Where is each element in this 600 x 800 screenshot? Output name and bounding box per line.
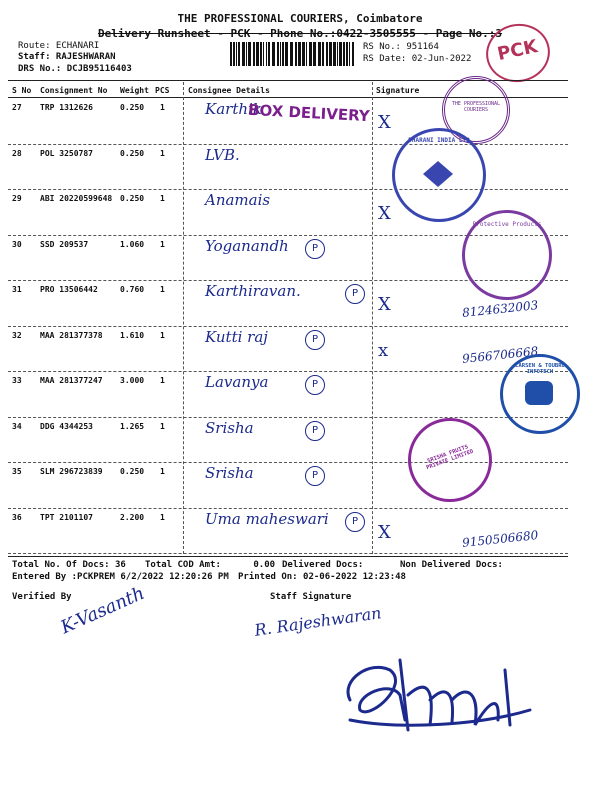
barcode-bar (238, 42, 240, 66)
row-pcs: 1 (160, 376, 165, 385)
row-consignment: TPT 2101107 (40, 512, 93, 522)
row-weight: 1.265 (120, 421, 145, 431)
staff: Staff: RAJESHWARAN (18, 52, 116, 62)
col-signature: Signature (376, 86, 420, 95)
row-consignee: Uma maheswari (205, 509, 329, 528)
non-delivered-docs: Non Delivered Docs: (400, 560, 503, 570)
row-sno: 36 (12, 512, 22, 522)
row-weight: 0.250 (120, 103, 145, 112)
barcode-bar (256, 42, 259, 66)
row-consignee: Karthik (205, 100, 262, 118)
total-cod: Total COD Amt: 0.00 (145, 560, 276, 570)
pck-stamp-text: PCK (495, 36, 540, 66)
row-pcs: 1 (160, 148, 165, 158)
row-weight: 2.200 (120, 512, 145, 522)
row-consignment: TRP 1312626 (40, 103, 93, 112)
p-mark-icon: P (305, 239, 325, 259)
barcode-bar (260, 42, 262, 66)
row-pcs: 1 (160, 239, 165, 249)
barcode-bar (263, 42, 264, 66)
barcode-bar (295, 42, 297, 66)
row-consignee: Karthiravan. (205, 282, 301, 300)
row-pcs: 1 (160, 467, 165, 476)
barcode-bar (333, 42, 336, 66)
row-cross-mark: X (378, 521, 391, 543)
protective-stamp (462, 210, 552, 300)
rs-number: RS No.: 951164 (363, 42, 439, 52)
route: Route: ECHANARI (18, 41, 100, 51)
barcode-bar (236, 42, 237, 66)
lt-emblem (525, 381, 553, 405)
barcode-bar (285, 42, 288, 66)
barcode-bar (322, 42, 324, 66)
barcode-bar (290, 42, 293, 66)
row-consignee: Lavanya (205, 373, 269, 391)
row-consignment: MAA 281377378 (40, 330, 103, 340)
consignee-divider (183, 82, 184, 554)
dharani-stamp (392, 128, 486, 222)
staff-signature-label: Staff Signature (270, 592, 352, 602)
row-pcs: 1 (160, 103, 165, 112)
large-signature (330, 640, 540, 735)
p-mark-icon: P (305, 421, 325, 441)
p-mark-icon: P (345, 284, 365, 304)
row-sno: 29 (12, 194, 22, 203)
dharani-stamp-text: DHARANI INDIA LTD (408, 137, 470, 144)
row-pcs: 1 (160, 421, 165, 431)
barcode-bar (339, 42, 342, 66)
staff-handwritten-name: R. Rajeshwaran (253, 603, 383, 640)
row-sno: 31 (12, 285, 22, 294)
row-pcs: 1 (160, 194, 165, 203)
row-sno: 28 (12, 148, 22, 158)
barcode-bar (318, 42, 321, 66)
barcode-bar (306, 42, 307, 66)
barcode-bar (268, 42, 270, 66)
col-pcs: PCS (155, 86, 170, 95)
barcode-bar (337, 42, 338, 66)
row-cross-mark: X (378, 203, 391, 224)
p-mark-icon: P (345, 512, 365, 532)
row-separator (8, 144, 568, 145)
row-consignment: MAA 281377247 (40, 376, 103, 385)
barcode-bar (309, 42, 312, 66)
printed-on: Printed On: 02-06-2022 12:23:48 (238, 572, 406, 582)
verifier-signature: K-Vasanth (57, 582, 148, 639)
row-cross-mark: x (378, 339, 389, 361)
row-pcs: 1 (160, 285, 165, 294)
row-separator (8, 553, 568, 554)
barcode-bar (253, 42, 255, 66)
footer-rule (8, 556, 568, 557)
row-consignee: Srisha (205, 464, 254, 482)
row-consignment: ABI 20220599648 (40, 194, 113, 203)
p-mark-icon: P (305, 466, 325, 486)
row-weight: 1.610 (120, 330, 145, 340)
row-sno: 30 (12, 239, 22, 249)
row-separator (8, 371, 568, 372)
row-sno: 34 (12, 421, 22, 431)
box-delivery-stamp: BOX DELIVERY (247, 100, 371, 126)
row-weight: 3.000 (120, 376, 145, 385)
courier-stamp-text: THE PROFESSIONAL COURIERS (451, 101, 501, 113)
row-separator (8, 189, 568, 190)
row-weight: 0.250 (120, 194, 145, 203)
row-sno: 27 (12, 103, 22, 112)
barcode-bar (352, 42, 354, 66)
row-consignment: SSD 209537 (40, 239, 89, 249)
barcode-bar (326, 42, 328, 66)
barcode-bar (298, 42, 301, 66)
delivered-docs: Delivered Docs: (282, 560, 364, 570)
barcode-bar (280, 42, 281, 66)
protective-stamp-text: Protective Products (472, 221, 542, 228)
barcode-bar (266, 42, 267, 66)
barcode-bar (272, 42, 275, 66)
row-pcs: 1 (160, 512, 165, 522)
p-mark-icon: P (305, 330, 325, 350)
runsheet-line: Delivery Runsheet - PCK - Phone No.:0422-3505555 - Page No.:3 (98, 27, 502, 40)
col-weight: Weight (120, 86, 149, 95)
barcode-bar (246, 42, 247, 66)
row-consignee: Kutti raj (205, 327, 268, 346)
barcode-bar (242, 42, 245, 66)
total-docs: Total No. Of Docs: 36 (12, 560, 126, 570)
barcode-bar (349, 42, 350, 66)
barcode (230, 42, 358, 66)
row-separator (8, 417, 568, 418)
row-consignee: Anamais (205, 191, 271, 209)
row-weight: 0.250 (120, 148, 145, 158)
row-pcs: 1 (160, 330, 165, 340)
dharani-emblem (423, 161, 453, 187)
entered-by: Entered By :PCKPREM 6/2/2022 12:20:26 PM (12, 572, 229, 582)
row-phone: 9150506680 (461, 527, 539, 550)
row-consignment: SLM 296723839 (40, 467, 103, 476)
row-phone: 8124632003 (461, 298, 539, 320)
srisha-stamp-text: SRISHA FRUITS PRIVATE LIMITED (425, 444, 475, 472)
row-sno: 35 (12, 467, 22, 476)
drs-number: DRS No.: DCJB95116403 (18, 64, 132, 74)
row-weight: 0.250 (120, 467, 145, 476)
p-mark-icon: P (305, 375, 325, 395)
barcode-bar (343, 42, 345, 66)
row-weight: 1.060 (120, 239, 145, 249)
row-consignment: PRO 13506442 (40, 285, 98, 294)
verified-by-label: Verified By (12, 592, 72, 602)
barcode-bar (230, 42, 232, 66)
row-separator (8, 508, 568, 509)
col-consignment: Consignment No (40, 86, 108, 95)
lt-stamp-text: LARSEN & TOUBRO INFOTECH (515, 363, 565, 375)
row-consignment: DDG 4344253 (40, 421, 93, 431)
barcode-bar (346, 42, 348, 66)
barcode-bar (282, 42, 284, 66)
barcode-bar (329, 42, 332, 66)
row-cross-mark: X (378, 112, 391, 133)
row-phone: 9566706668 (461, 343, 539, 366)
row-weight: 0.760 (120, 285, 145, 294)
row-consignee: Yoganandh (205, 236, 289, 255)
col-sno: S No (12, 86, 32, 95)
barcode-bar (277, 42, 279, 66)
row-sno: 33 (12, 376, 22, 385)
row-cross-mark: X (378, 294, 391, 315)
barcode-bar (313, 42, 316, 66)
barcode-bar (248, 42, 251, 66)
lt-stamp (500, 354, 580, 434)
row-consignee: LVB. (205, 145, 240, 164)
rs-date: RS Date: 02-Jun-2022 (363, 54, 472, 64)
row-sno: 32 (12, 330, 22, 340)
row-consignment: POL 3250787 (40, 148, 93, 158)
srisha-stamp (396, 406, 504, 514)
col-consignee: Consignee Details (188, 86, 270, 95)
row-separator (8, 326, 568, 327)
barcode-bar (233, 42, 235, 66)
signature-divider (372, 82, 373, 554)
row-consignee: Srisha (205, 418, 254, 437)
barcode-bar (302, 42, 305, 66)
company-title: THE PROFESSIONAL COURIERS, Coimbatore (177, 12, 423, 25)
